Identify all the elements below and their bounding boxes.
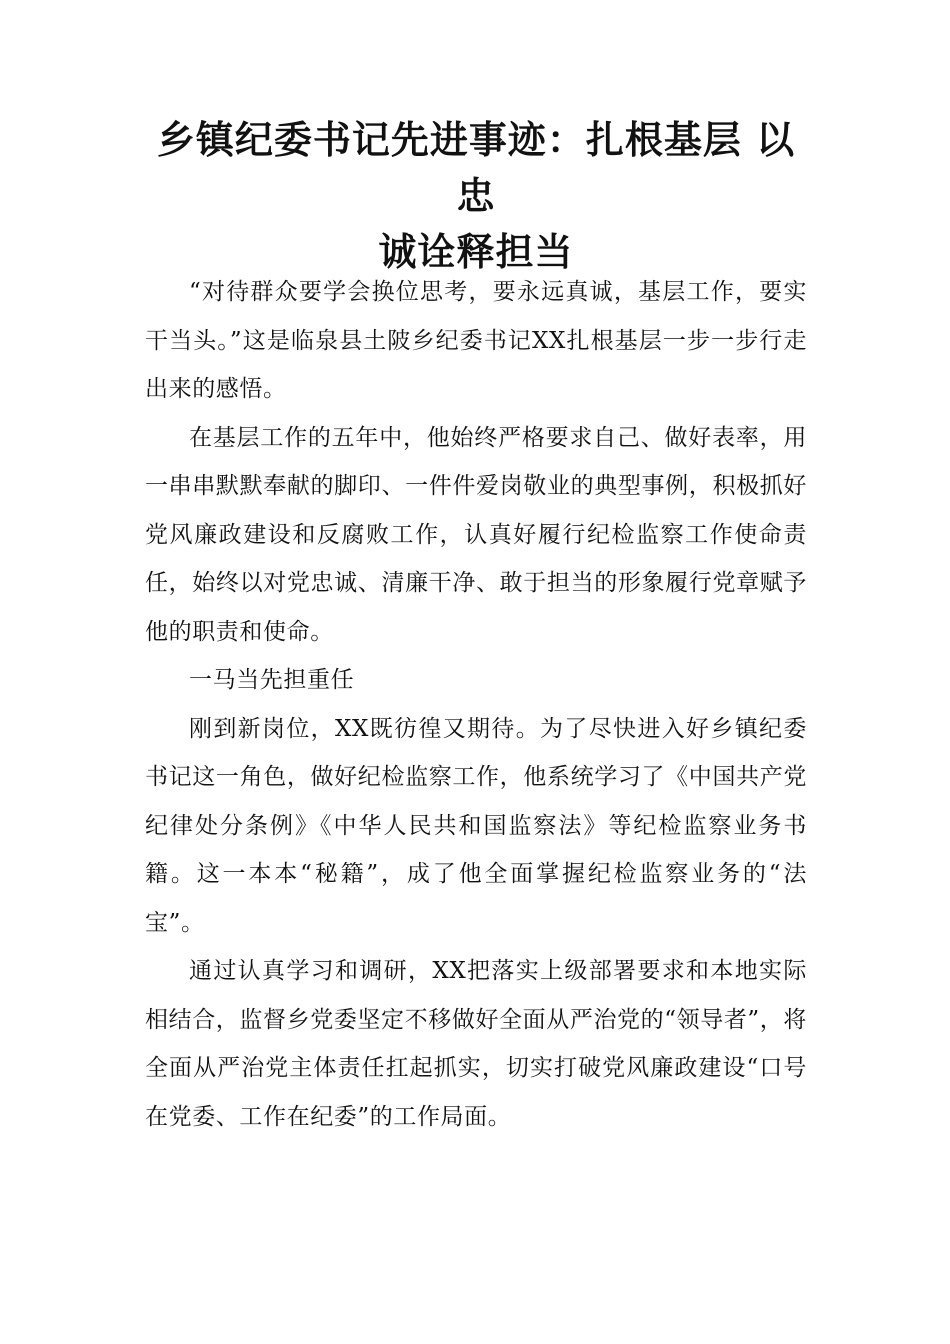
title-line-1: 乡镇纪委书记先进事迹：扎根基层 以忠 — [156, 118, 796, 218]
paragraph-new-post: 刚到新岗位，XX既彷徨又期待。为了尽快进入好乡镇纪委书记这一角色，做好纪检监察工作，他系统学习了《中国共产党纪律处分条例》《中华人民共和国监察法》等纪检监察业务书籍。这一本本“秘籍”，成了他全面掌握纪检监察业务的“法宝”。 — [145, 715, 807, 936]
title-line-2: 诚诠释担当 — [378, 230, 574, 274]
section-heading: 一马当先担重任 — [189, 667, 355, 693]
paragraph-intro-quote: “对待群众要学会换位思考，要永远真诚，基层工作，要实干当头。”这是临泉县土陂乡纪委书记XX扎根基层一步一步行走出来的感悟。 — [145, 279, 807, 402]
document-title — [145, 112, 807, 280]
paragraph-study-research: 通过认真学习和调研，XX把落实上级部署要求和本地实际相结合，监督乡党委坚定不移做好全面从严治党的“领导者”，将全面从严治党主体责任扛起抓实，切实打破党风廉政建设“口号在党委、工作在纪委”的工作局面。 — [145, 958, 807, 1130]
document-body — [145, 268, 807, 1141]
paragraph-five-years: 在基层工作的五年中，他始终严格要求自己、做好表率，用一串串默默奉献的脚印、一件件爱岗敬业的典型事例，积极抓好党风廉政建设和反腐败工作，认真好履行纪检监察工作使命责任，始终以对党忠诚、清廉干净、敢于担当的形象履行党章赋予他的职责和使命。 — [145, 424, 807, 645]
